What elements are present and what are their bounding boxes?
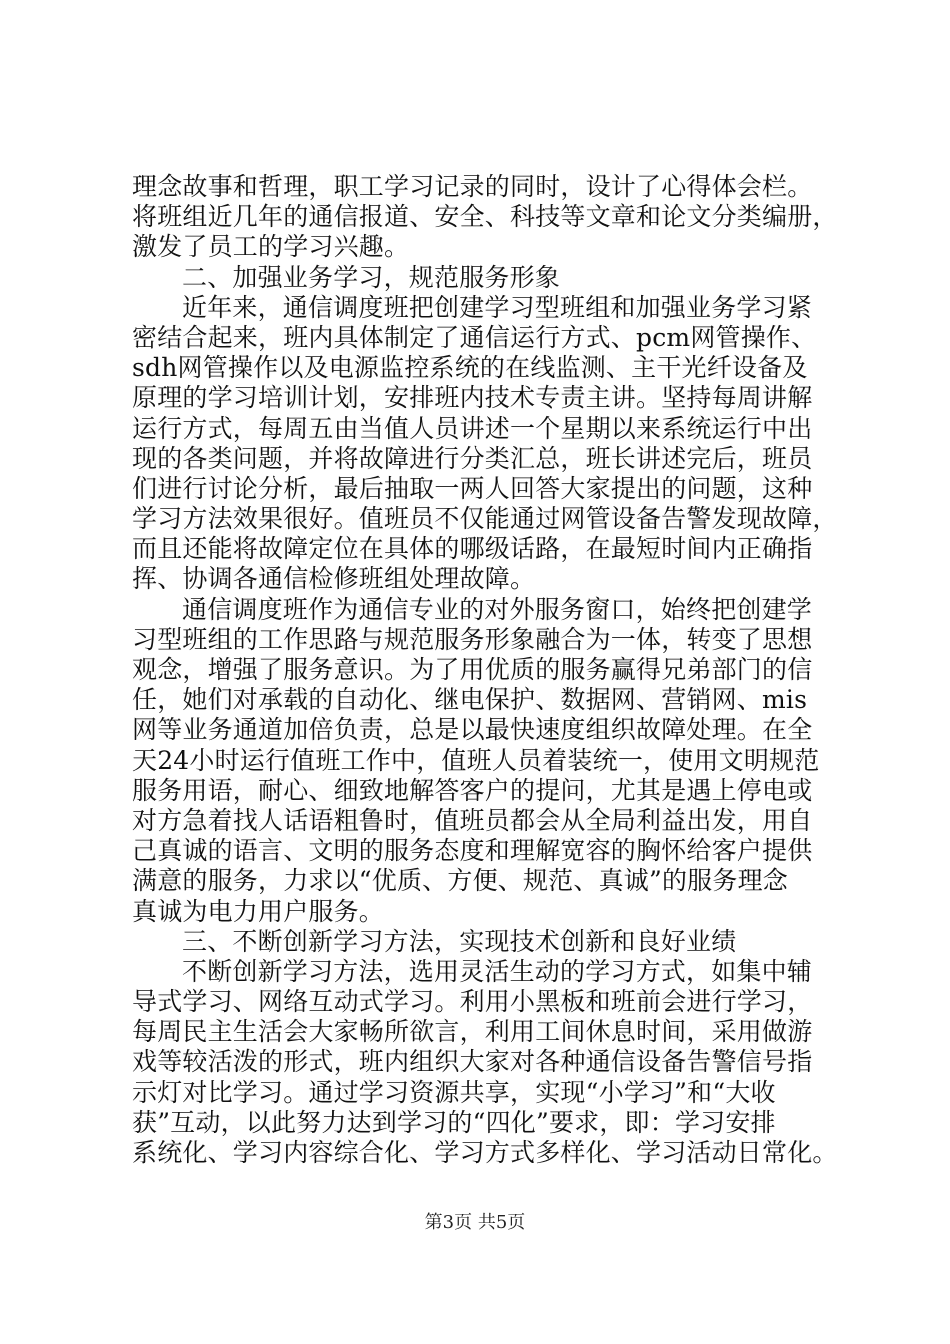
page-footer: 第3页 共5页 — [424, 1212, 526, 1233]
text-line: 现的各类问题，并将故障进行分类汇总，班长讲述完后，班员 — [132, 443, 813, 473]
text-line: 而且还能将故障定位在具体的哪级话路，在最短时间内正确指 — [132, 534, 813, 564]
text-line: 三、不断创新学习方法，实现技术创新和良好业绩 — [182, 926, 737, 956]
text-line: 对方急着找人话语粗鲁时，值班员都会从全局利益出发，用自 — [132, 805, 813, 835]
text-line: 将班组近几年的通信报道、安全、科技等文章和论文分类编册， — [132, 202, 838, 232]
text-line: 二、加强业务学习，规范服务形象 — [182, 262, 561, 292]
text-line: 激发了员工的学习兴趣。 — [132, 232, 410, 262]
text-line: 原理的学习培训计划，安排班内技术专责主讲。坚持每周讲解 — [132, 383, 813, 413]
text-line: 理念故事和哲理，职工学习记录的同时，设计了心得体会栏。 — [132, 172, 813, 201]
text-line: 天24小时运行值班工作中，值班人员着装统一，使用文明规范 — [132, 745, 820, 775]
document-body — [132, 172, 838, 1168]
text-line: 导式学习、网络互动式学习。利用小黑板和班前会进行学习， — [132, 987, 813, 1017]
text-line: 任，她们对承载的自动化、继电保护、数据网、营销网、mis — [132, 685, 808, 715]
text-line: 满意的服务，力求以“优质、方便、规范、真诚”的服务理念 — [132, 866, 788, 896]
text-line: 近年来，通信调度班把创建学习型班组和加强业务学习紧 — [182, 292, 813, 322]
text-line: 获”互动，以此努力达到学习的“四化”要求，即：学习安排 — [132, 1107, 776, 1137]
text-line: 密结合起来，班内具体制定了通信运行方式、pcm网管操作、 — [132, 322, 817, 352]
text-line: sdh网管操作以及电源监控系统的在线监测、主干光纤设备及 — [132, 353, 808, 383]
text-line: 不断创新学习方法，选用灵活生动的学习方式，如集中辅 — [182, 956, 813, 986]
text-line: 通信调度班作为通信专业的对外服务窗口，始终把创建学 — [182, 594, 813, 624]
text-line: 每周民主生活会大家畅所欲言，利用工间休息时间，采用做游 — [132, 1017, 813, 1047]
text-line: 系统化、学习内容综合化、学习方式多样化、学习活动日常化。 — [132, 1138, 838, 1167]
text-line: 服务用语，耐心、细致地解答客户的提问，尤其是遇上停电或 — [132, 775, 813, 805]
text-line: 真诚为电力用户服务。 — [132, 896, 385, 926]
text-line: 们进行讨论分析，最后抽取一两人回答大家提出的问题，这种 — [132, 473, 813, 503]
text-line: 习型班组的工作思路与规范服务形象融合为一体，转变了思想 — [132, 624, 813, 654]
text-line: 己真诚的语言、文明的服务态度和理解宽容的胸怀给客户提供 — [132, 836, 813, 866]
text-line: 示灯对比学习。通过学习资源共享，实现“小学习”和“大收 — [132, 1077, 776, 1107]
text-line: 网等业务通道加倍负责，总是以最快速度组织故障处理。在全 — [132, 715, 813, 745]
text-line: 挥、协调各通信检修班组处理故障。 — [132, 564, 536, 594]
text-line: 观念，增强了服务意识。为了用优质的服务赢得兄弟部门的信 — [132, 655, 813, 684]
text-line: 戏等较活泼的形式，班内组织大家对各种通信设备告警信号指 — [132, 1047, 813, 1077]
text-line: 运行方式，每周五由当值人员讲述一个星期以来系统运行中出 — [132, 413, 813, 443]
text-line: 学习方法效果很好。值班员不仅能通过网管设备告警发现故障， — [132, 504, 838, 534]
